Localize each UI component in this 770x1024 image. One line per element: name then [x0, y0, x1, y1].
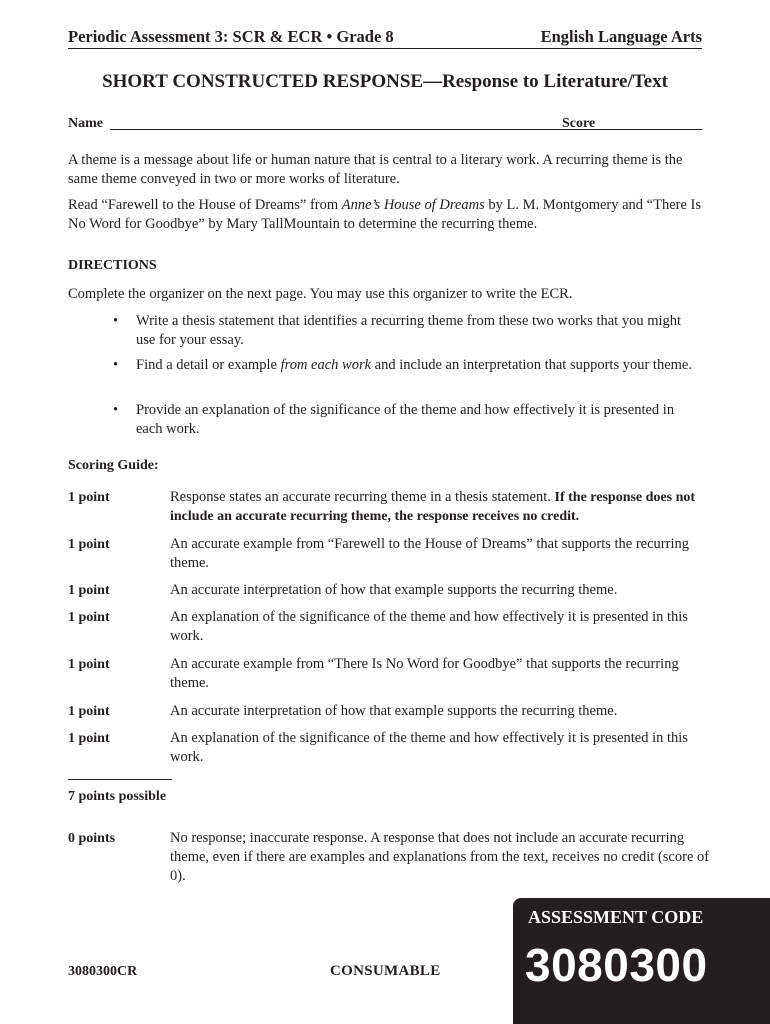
bullet-text-part: Find a detail or example [136, 357, 281, 373]
score-blank-line [600, 129, 702, 130]
point-description: An accurate example from “There Is No Word for Goodbye” that supports the recurring theme. [170, 656, 679, 691]
header-assessment-title: Periodic Assessment 3: SCR & ECR • Grade 8 [68, 27, 394, 46]
total-divider [68, 779, 172, 780]
scoring-guide-heading: Scoring Guide: [68, 458, 159, 473]
point-description: An explanation of the significance of the theme and how effectively it is presented in this work. [170, 609, 688, 644]
bullet-dot: • [113, 402, 119, 418]
point-description: An accurate interpretation of how that example supports the recurring theme. [170, 582, 618, 598]
bullet-emphasis: from each work [280, 357, 372, 373]
point-label: 1 point [68, 610, 110, 625]
name-blank-line [110, 129, 618, 130]
total-points: 7 points possible [68, 789, 167, 804]
bullet-text: Provide an explanation of the significance of the theme and how effectively it is presented in each work. [136, 402, 675, 437]
point-label: 1 point [68, 704, 110, 719]
zero-points-label: 0 points [68, 831, 116, 846]
reading-instruction-text-2: by L. M. Montgomery and “There Is No Word for Goodbye” by Mary TallMountain to determine the recurring theme. [68, 197, 702, 232]
point-description: An accurate example from “Farewell to the House of Dreams” that supports the recurring theme. [170, 536, 689, 571]
point-description: An accurate interpretation of how that example supports the recurring theme. [170, 703, 618, 719]
reading-instruction-text: Read “Farewell to the House of Dreams” from [68, 197, 342, 213]
point-description [170, 488, 710, 526]
page-header [68, 26, 702, 49]
score-label: Score [562, 116, 596, 131]
point-description: An explanation of the significance of the theme and how effectively it is presented in this work. [170, 730, 688, 765]
assessment-code-label: ASSESSMENT CODE [528, 907, 704, 927]
assessment-code-number: 3080300 [525, 939, 708, 991]
footer-consumable: CONSUMABLE [330, 963, 441, 979]
zero-points-description: No response; inaccurate response. A response that does not include an accurate recurring theme, even if there are examples and explanations from the text, receives no credit (score of 0). [170, 830, 710, 884]
point-label: 1 point [68, 490, 110, 505]
point-label: 1 point [68, 657, 110, 672]
book-title: Anne’s House of Dreams [341, 197, 485, 213]
page-title: SHORT CONSTRUCTED RESPONSE—Response to Literature/Text [102, 71, 668, 92]
footer-document-code: 3080300CR [68, 964, 138, 979]
bullet-dot: • [113, 313, 119, 329]
bullet-text [136, 356, 703, 375]
point-label: 1 point [68, 537, 110, 552]
directions-text: Complete the organizer on the next page. You may use this organizer to write the ECR. [68, 286, 573, 302]
name-label: Name [68, 116, 103, 131]
bullet-dot: • [113, 357, 119, 373]
point-label: 1 point [68, 731, 110, 746]
reading-instruction [68, 196, 708, 234]
bullet-text: Write a thesis statement that identifies a recurring theme from these two works that you might use for your essay. [136, 313, 682, 348]
bullet-text-part-2: and include an interpretation that supports your theme. [371, 357, 692, 373]
point-description-bold: If the response does not include an accurate recurring theme, the response receives no credit. [170, 490, 696, 524]
point-description-text: Response states an accurate recurring theme in a thesis statement. [170, 489, 555, 505]
directions-heading: DIRECTIONS [68, 258, 157, 273]
header-subject: English Language Arts [540, 27, 702, 46]
point-label: 1 point [68, 583, 110, 598]
name-score-row [68, 115, 702, 133]
assessment-code-box [513, 898, 770, 1024]
theme-definition: A theme is a message about life or human nature that is central to a literary work. A recurring theme is the same theme conveyed in two or more works of literature. [68, 152, 683, 187]
